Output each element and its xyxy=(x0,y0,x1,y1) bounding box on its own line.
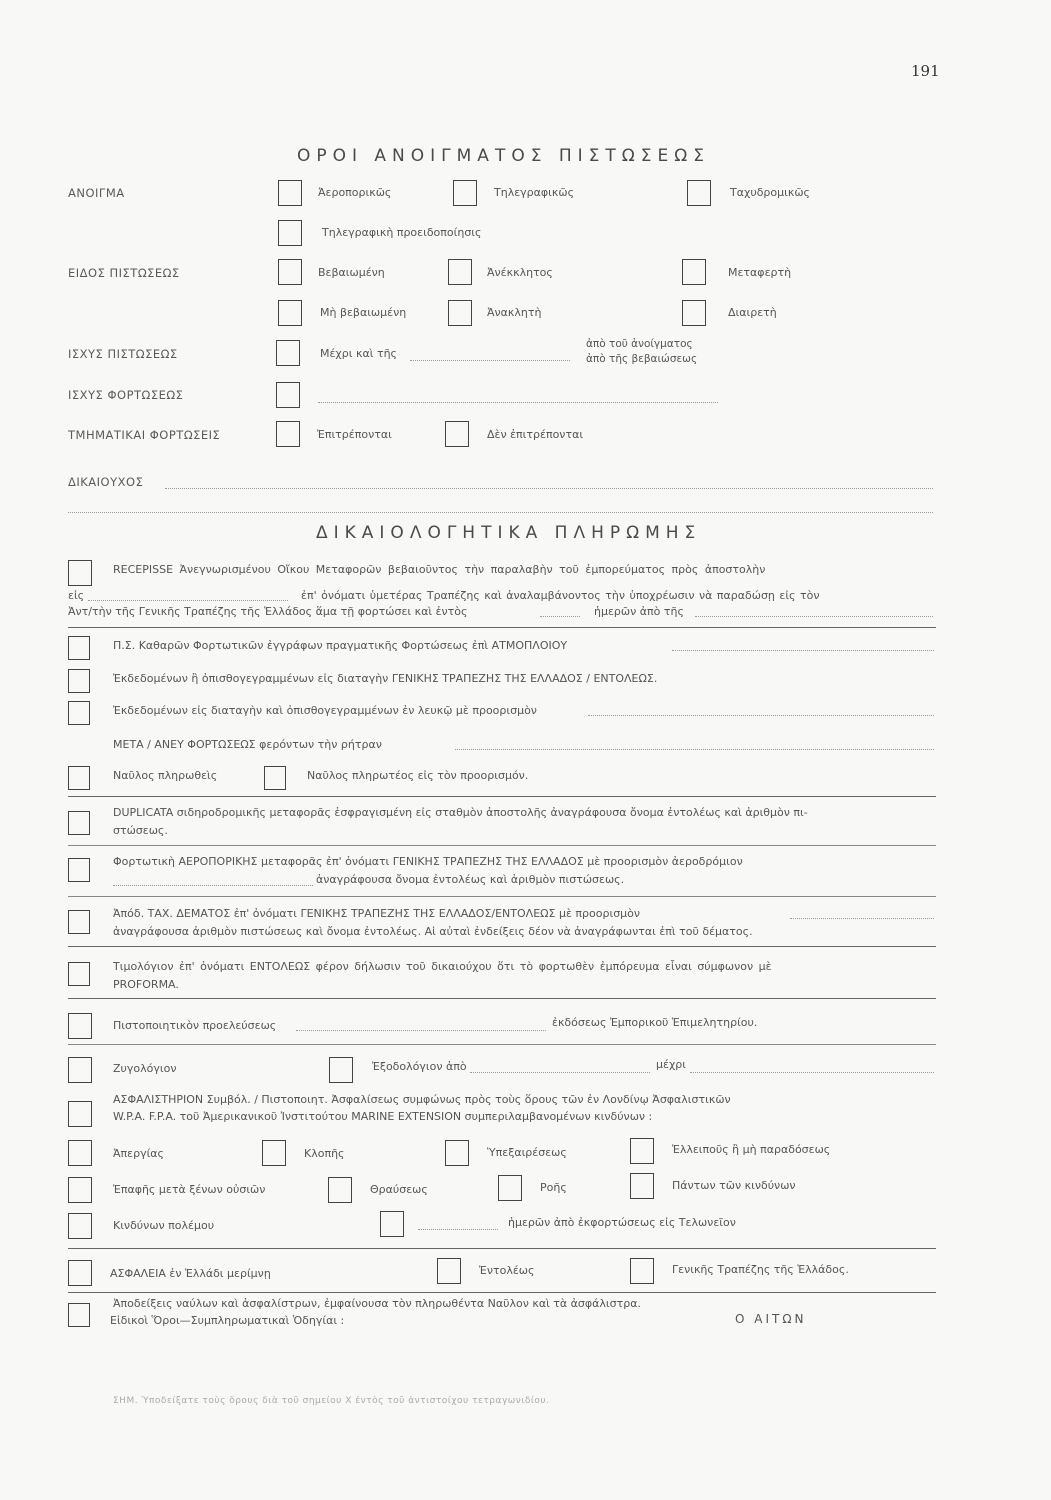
text-recepisse-line2: ἐπ' ὀνόματι ὑμετέρας Τραπέζης καὶ ἀναλαμβάνοντος τὴν ὑποχρέωσιν νὰ παραδώσῃ εἰς τὸν xyxy=(301,589,820,602)
checkbox-tachydromikos[interactable] xyxy=(687,180,711,206)
option-tachydromikos: Ταχυδρομικῶς xyxy=(730,186,811,199)
text-pistopoiitikon-b: ἐκδόσεως Ἐμπορικοῦ Ἐπιμελητηρίου. xyxy=(552,1016,758,1029)
text-mechri: μέχρι xyxy=(656,1058,687,1071)
section-title-dikaiologitika: ΔΙΚΑΙΟΛΟΓΗΤΙΚΑ ΠΛΗΡΩΜΗΣ xyxy=(316,523,702,543)
option-metaferti: Μεταφερτὴ xyxy=(728,266,792,279)
text-recepisse-line1: RECEPISSE Ἀνεγνωρισμένου Οἴκου Μεταφορῶν βεβαιοῦντος τὴν παραλαβὴν τοῦ ἐμπορεύματος πρὸς ἀποστολὴν xyxy=(113,563,766,576)
field-apod-proorismon[interactable] xyxy=(790,918,934,919)
text-naulos-plirotheis: Ναῦλος πληρωθεὶς xyxy=(113,769,218,782)
checkbox-vevaiomeni[interactable] xyxy=(278,259,302,285)
checkbox-ischys-fortoseos[interactable] xyxy=(276,382,300,408)
field-proorismon[interactable] xyxy=(588,715,934,716)
field-ischys-fortoseos[interactable] xyxy=(318,402,718,403)
text-zygologion: Ζυγολόγιον xyxy=(113,1062,177,1075)
text-ekdedomenon-1: Ἐκδεδομένων ἢ ὀπισθογεγραμμένων εἰς διαταγὴν ΓΕΝΙΚΗΣ ΤΡΑΠΕΖΗΣ ΤΗΣ ΕΛΛΑΔΟΣ / ΕΝΤΟΛΕΩΣ. xyxy=(113,672,658,685)
text-timologion-2: PROFORMA. xyxy=(113,978,179,991)
text-apod-2: ἀναγράφουσα ἀριθμὸν πιστώσεως καὶ ὄνομα ἐντολέως. Αἱ αὐταὶ ἐνδείξεις δέον νὰ ἀναγράφωνται ἐπὶ τοῦ δέματος. xyxy=(113,925,753,938)
checkbox-thrafseos[interactable] xyxy=(328,1177,352,1203)
text-eidikoi-oroi: Εἰδικοὶ Ὅροι—Συμπληρωματικαὶ Ὁδηγίαι : xyxy=(110,1314,345,1327)
text-exodologion: Ἐξοδολόγιον ἀπὸ xyxy=(372,1060,467,1073)
checkbox-asfaleia-ellada[interactable] xyxy=(68,1260,92,1286)
checkbox-ekdedomenon-2[interactable] xyxy=(68,701,90,725)
text-recepisse-imeron: ἡμερῶν ἀπὸ τῆς xyxy=(594,605,684,618)
checkbox-timologion[interactable] xyxy=(68,962,90,986)
divider xyxy=(68,896,936,897)
checkbox-genikis-trapezis[interactable] xyxy=(630,1258,654,1284)
label-ischys-pistoseos: ΙΣΧΥΣ ΠΙΣΤΩΣΕΩΣ xyxy=(68,347,178,361)
text-meta-aneu: ΜΕΤΑ / ΑΝΕΥ ΦΟΡΤΩΣΕΩΣ φερόντων τὴν ρήτραν xyxy=(113,738,382,751)
text-recepisse-line3: Ἀντ/τὴν τῆς Γενικῆς Τραπέζης τῆς Ἑλλάδος ἅμα τῇ φορτώσει καὶ ἐντὸς xyxy=(68,605,468,618)
divider xyxy=(68,998,936,999)
field-imeron-count[interactable] xyxy=(418,1229,498,1230)
option-anekklitos: Ἀνέκκλητος xyxy=(487,266,553,279)
text-epafis: Ἐπαφῆς μετὰ ξένων οὐσιῶν xyxy=(113,1183,266,1196)
option-den-epitreponai: Δὲν ἐπιτρέπονται xyxy=(487,428,584,441)
section-title-terms: ΟΡΟΙ ΑΝΟΙΓΜΑΤΟΣ ΠΙΣΤΩΣΕΩΣ xyxy=(297,146,710,166)
checkbox-fortotiki-aeroporikis[interactable] xyxy=(68,858,90,882)
text-pistopoiitikon-a: Πιστοποιητικὸν προελεύσεως xyxy=(113,1019,277,1032)
text-naulos-pliroteos: Ναῦλος πληρωτέος εἰς τὸν προορισμόν. xyxy=(307,769,529,782)
field-proeleuseos[interactable] xyxy=(296,1030,546,1031)
text-fortotiki-1: Φορτωτικὴ ΑΕΡΟΠΟΡΙΚΗΣ μεταφορᾶς ἐπ' ὀνόματι ΓΕΝΙΚΗΣ ΤΡΑΠΕΖΗΣ ΤΗΣ ΕΛΛΑΔΟΣ μὲ προορισμὸν ἀεροδρόμιον xyxy=(113,855,743,868)
checkbox-imeron-ekfortoseos[interactable] xyxy=(380,1211,404,1237)
text-thrafseos: Θραύσεως xyxy=(370,1183,428,1196)
field-dikaiouchos-line2[interactable] xyxy=(68,512,933,513)
checkbox-polemou[interactable] xyxy=(68,1213,92,1239)
text-panton-kindynon: Πάντων τῶν κινδύνων xyxy=(672,1179,796,1192)
checkbox-metaferti[interactable] xyxy=(682,259,706,285)
checkbox-ps-katharon[interactable] xyxy=(68,636,90,660)
label-eidos-pistoseos: ΕΙΔΟΣ ΠΙΣΤΩΣΕΩΣ xyxy=(68,266,180,280)
option-epitreponai: Ἐπιτρέπονται xyxy=(317,428,392,441)
checkbox-zygologion[interactable] xyxy=(68,1057,92,1083)
checkbox-anekklitos[interactable] xyxy=(448,259,472,285)
text-apo-vevaioseos: ἀπὸ τῆς βεβαιώσεως xyxy=(586,353,698,365)
divider xyxy=(68,796,936,797)
option-mi-vevaiomeni: Μὴ βεβαιωμένη xyxy=(320,306,407,319)
text-duplicata-1: DUPLICATA σιδηροδρομικῆς μεταφορᾶς ἐσφραγισμένη εἰς σταθμὸν ἀποστολῆς ἀναγράφουσα ὄνομα ἐντολέως καὶ ἀριθμὸν πι- xyxy=(113,806,808,819)
checkbox-apodeixeis[interactable] xyxy=(68,1303,90,1327)
checkbox-ekdedomenon-1[interactable] xyxy=(68,669,90,693)
field-recepisse-days[interactable] xyxy=(540,616,580,617)
checkbox-apergias[interactable] xyxy=(68,1140,92,1166)
text-apodeixeis: Ἀποδείξεις ναύλων καὶ ἀσφαλίστρων, ἐμφαίνουσα τὸν πληρωθέντα Ναῦλον καὶ τὰ ἀσφάλιστρα. xyxy=(113,1297,641,1310)
option-aeroporikos: Ἀεροπορικῶς xyxy=(318,186,392,199)
checkbox-apod-tach-dematos[interactable] xyxy=(68,910,90,934)
label-dikaiouchos: ΔΙΚΑΙΟΥΧΟΣ xyxy=(68,475,144,489)
checkbox-ischys-pistoseos[interactable] xyxy=(276,340,300,366)
text-asfaleia-ellada: ΑΣΦΑΛΕΙΑ ἐν Ἑλλάδι μερίμνῃ xyxy=(110,1267,271,1280)
field-ritra[interactable] xyxy=(455,749,934,750)
checkbox-anakliti[interactable] xyxy=(448,300,472,326)
text-fortotiki-2: ἀναγράφουσα ὄνομα ἐντολέως καὶ ἀριθμὸν πιστώσεως. xyxy=(316,873,625,886)
checkbox-naulos-pliroteos[interactable] xyxy=(264,766,286,790)
divider xyxy=(68,946,936,947)
checkbox-klopis[interactable] xyxy=(262,1140,286,1166)
checkbox-epitreponai[interactable] xyxy=(276,421,300,447)
checkbox-den-epitreponai[interactable] xyxy=(445,421,469,447)
field-atmoploiou[interactable] xyxy=(672,650,934,651)
field-recepisse-destination[interactable] xyxy=(88,600,288,601)
text-asfalistirion-2: W.P.A. F.P.A. τοῦ Ἀμερικανικοῦ Ἰνστιτούτου MARINE EXTENSION συμπεριλαμβανομένων κινδύνων : xyxy=(113,1110,653,1123)
divider xyxy=(68,1248,936,1249)
option-tilegrafiki-proeidopoiisis: Τηλεγραφικὴ προειδοποίησις xyxy=(322,226,482,239)
text-genikis-trapezis: Γενικῆς Τραπέζης τῆς Ἑλλάδος. xyxy=(672,1263,849,1276)
field-recepisse-from[interactable] xyxy=(695,616,933,617)
text-o-aiton: Ο ΑΙΤΩΝ xyxy=(735,1312,807,1326)
checkbox-asfalistirion[interactable] xyxy=(68,1101,92,1127)
text-ekdedomenon-2: Ἐκδεδομένων εἰς διαταγὴν καὶ ὀπισθογεγραμμένων ἐν λευκῷ μὲ προορισμὸν xyxy=(113,704,537,717)
text-elleipous: Ἐλλειποῦς ἢ μὴ παραδόσεως xyxy=(672,1143,831,1156)
text-imeron-ekfortoseos: ἡμερῶν ἀπὸ ἐκφορτώσεως εἰς Τελωνεῖον xyxy=(508,1216,736,1229)
checkbox-aeroporikos[interactable] xyxy=(278,180,302,206)
checkbox-pistopoiitikon[interactable] xyxy=(68,1013,92,1039)
checkbox-panton-kindynon[interactable] xyxy=(630,1173,654,1199)
checkbox-ypexaireseos[interactable] xyxy=(445,1140,469,1166)
field-mechri-date[interactable] xyxy=(410,360,570,361)
label-anoigma: ΑΝΟΙΓΜΑ xyxy=(68,186,125,200)
checkbox-diaireti[interactable] xyxy=(682,300,706,326)
option-vevaiomeni: Βεβαιωμένη xyxy=(318,266,385,279)
field-aerodromion[interactable] xyxy=(113,885,313,886)
option-diaireti: Διαιρετὴ xyxy=(728,306,777,319)
text-timologion-1: Τιμολόγιον ἐπ' ὀνόματι ΕΝΤΟΛΕΩΣ φέρον δήλωσιν τοῦ δικαιούχου ὅτι τὸ φορτωθὲν ἐμπόρευμα εἶναι σύμφωνον μὲ xyxy=(113,960,772,973)
text-polemou: Κινδύνων πολέμου xyxy=(113,1219,215,1232)
checkbox-tilegrafiki-proeidopoiisis[interactable] xyxy=(278,220,302,246)
text-entoleos: Ἐντολέως xyxy=(479,1264,535,1277)
checkbox-epafis[interactable] xyxy=(68,1177,92,1203)
text-rois: Ροῆς xyxy=(540,1181,567,1194)
checkbox-mi-vevaiomeni[interactable] xyxy=(278,300,302,326)
text-asfalistirion-1: ΑΣΦΑΛΙΣΤΗΡΙΟΝ Συμβόλ. / Πιστοποιητ. Ἀσφαλίσεως συμφώνως πρὸς τοὺς ὅρους τῶν ἐν Λονδίνῳ Ἀσφαλιστικῶν xyxy=(113,1093,731,1106)
text-ps-katharon: Π.Σ. Καθαρῶν Φορτωτικῶν ἐγγράφων πραγματικῆς Φορτώσεως ἐπὶ ΑΤΜΟΠΛΟΙΟΥ xyxy=(113,639,568,652)
divider xyxy=(68,627,936,628)
text-mechri-kai-tis: Μέχρι καὶ τῆς xyxy=(320,347,397,360)
checkbox-tilegrafikos[interactable] xyxy=(453,180,477,206)
divider xyxy=(68,1044,936,1045)
footnote: ΣΗΜ. Ὑποδείξατε τοὺς ὅρους διὰ τοῦ σημείου Χ ἐντὸς τοῦ ἀντιστοίχου τετραγωνιδίου. xyxy=(113,1396,550,1406)
divider xyxy=(68,845,936,846)
field-exodologion-apo[interactable] xyxy=(470,1072,650,1073)
field-dikaiouchos[interactable] xyxy=(165,488,933,489)
text-apergias: Ἀπεργίας xyxy=(113,1147,165,1160)
checkbox-duplicata[interactable] xyxy=(68,811,90,835)
text-apo-anoigmatos: ἀπὸ τοῦ ἀνοίγματος xyxy=(586,338,693,350)
text-recepisse-eis: εἰς xyxy=(68,589,85,602)
page-number: 191 xyxy=(911,62,940,80)
checkbox-elleipous[interactable] xyxy=(630,1138,654,1164)
checkbox-entoleos[interactable] xyxy=(437,1258,461,1284)
checkbox-naulos-plirotheis[interactable] xyxy=(68,766,90,790)
text-ypexaireseos: Ὑπεξαιρέσεως xyxy=(487,1146,567,1159)
label-tmimatikai-fortoseis: ΤΜΗΜΑΤΙΚΑΙ ΦΟΡΤΩΣΕΙΣ xyxy=(68,428,221,442)
text-apod-1: Ἀπόδ. ΤΑΧ. ΔΕΜΑΤΟΣ ἐπ' ὀνόματι ΓΕΝΙΚΗΣ ΤΡΑΠΕΖΗΣ ΤΗΣ ΕΛΛΑΔΟΣ/ΕΝΤΟΛΕΩΣ μὲ προορισμὸν xyxy=(113,907,641,920)
label-ischys-fortoseos: ΙΣΧΥΣ ΦΟΡΤΩΣΕΩΣ xyxy=(68,388,184,402)
checkbox-recepisse[interactable] xyxy=(68,560,92,586)
option-anakliti: Ἀνακλητὴ xyxy=(487,306,542,319)
checkbox-exodologion[interactable] xyxy=(329,1057,353,1083)
divider xyxy=(68,1292,936,1293)
field-exodologion-mechri[interactable] xyxy=(690,1072,934,1073)
checkbox-rois[interactable] xyxy=(498,1175,522,1201)
text-klopis: Κλοπῆς xyxy=(304,1147,345,1160)
text-duplicata-2: στώσεως. xyxy=(113,824,168,837)
option-tilegrafikos: Τηλεγραφικῶς xyxy=(494,186,575,199)
